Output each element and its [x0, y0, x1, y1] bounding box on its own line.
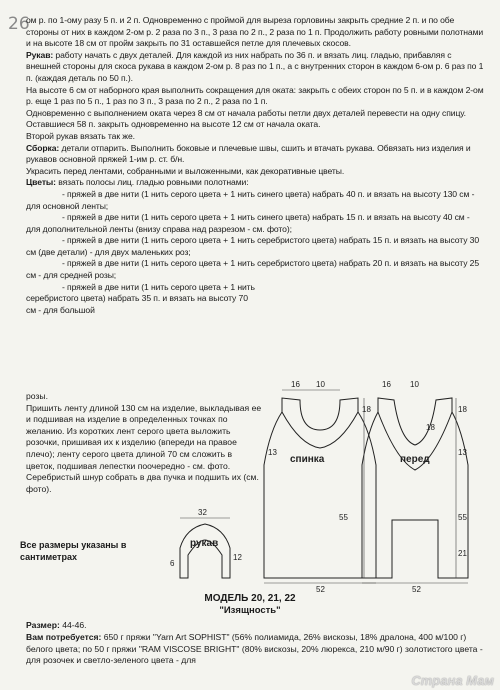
dim-back-neck: 10 — [316, 380, 325, 389]
dim-back-bottom: 52 — [316, 585, 325, 594]
paragraph-text: - пряжей в две нити (1 нить серого цвета + 1 нить синего цвета) набрать 40 п. и вязать на высоту 130 см - для основной ленты; — [26, 188, 475, 211]
dim-front-bottom: 52 — [412, 585, 421, 594]
paragraph-text: Одновременно с выполнением оката через 8 см от начала работы петли двух деталей перевести на одну спицу. Оставшиеся 58 п. закрыть одновременно на высоте 12 см от начала оката. — [26, 107, 466, 130]
size-line — [26, 620, 486, 632]
back-label: спинка — [290, 454, 325, 465]
size-value: 44-46. — [59, 620, 87, 630]
dim-front-side: 55 — [458, 513, 467, 522]
paragraph-text: Украсить перед лентами, собранными и выложенными, как декоративные цветы. — [26, 165, 345, 176]
dim-back-shoulder: 16 — [291, 380, 300, 389]
dim-front-side-top: 13 — [458, 448, 467, 457]
paragraph-text: ом р. по 1-ому разу 5 п. и 2 п. Одновременно с проймой для выреза горловины закрыть средние 2 п. и по обе стороны от них в каждом 2-ом р. 2 раза по 3 п., 3 раза по 2 п., 2 раза по 1 п. Продолжить работу ровными полотнами и на высоте 18 см от пройм закрыть по 31 оставшейся петле для плечевых скосов. — [26, 15, 484, 49]
dim-back-side: 55 — [339, 513, 348, 522]
dimensions-note: Все размеры указаны в сантиметрах — [20, 540, 127, 562]
paragraph-text: детали отпарить. Выполнить боковые и плечевые швы, сшить и втачать рукава. Обвязать низ изделия и рукавов основной пряжей 1-им р. ст. б/н. — [26, 142, 471, 165]
dim-back-side-top: 13 — [268, 448, 277, 457]
sleeve-piece — [180, 524, 230, 578]
model-title: МОДЕЛЬ 20, 21, 22 — [204, 593, 296, 604]
paragraph-text: - пряжей в две нити (1 нить серого цвета + 1 нить серебристого цвета) набрать 35 п. и вязать на высоту 70 см - для большой — [26, 281, 255, 315]
dim-sleeve-height: 6 — [170, 559, 175, 568]
size-label: Размер: — [26, 620, 60, 630]
front-label: перед — [400, 454, 430, 465]
dim-front-neck: 10 — [410, 380, 419, 389]
paragraph-text: работу начать с двух деталей. Для каждой из них набрать по 36 п. и вязать лиц. гладью, прибавляя с внешней стороны для скоса рукава в каждом 2-ом р. 8 раз по 1 п., а с внутренних сторон в каждом 6-ом р. 6 раз по 1 п. (каждая деталь по 50 п.). — [26, 49, 484, 83]
paragraph-text: Второй рукав вязать так же. — [26, 130, 135, 141]
paragraph-text: - пряжей в две нити (1 нить серого цвета + 1 нить серебристого цвета) набрать 20 п. и вязать на высоту 25 см - для средней розы; — [26, 258, 480, 281]
back-piece — [264, 398, 376, 578]
need-line — [26, 632, 486, 667]
model-name: "Изящность" — [219, 605, 281, 616]
dimension-lines — [180, 390, 468, 583]
dim-front-shoulder: 16 — [382, 380, 391, 389]
dim-front-slit: 21 — [458, 549, 467, 558]
sleeve-label: рукав — [190, 538, 219, 549]
paragraph-heading: Цветы: — [26, 177, 56, 188]
materials-text — [26, 620, 486, 667]
dim-back-armhole: 18 — [362, 405, 371, 414]
paragraph-text: вязать полосы лиц. гладью ровными полотнами: — [55, 177, 249, 188]
need-text: 650 г пряжи "Yarn Art SOPHIST" (56% полиамида, 26% вискозы, 18% дралона, 400 м/100 г) белого цвета; по 50 г пряжи "RAM VISCOSE BRIGHT" (80% вискозы, 20% люрекса, 210 м/90 г) золотистого цвета - для розочек и светло-зеленого цвета - для — [26, 631, 483, 666]
paragraph: Пришить ленту длиной 130 см на изделие, выкладывая ее и подшивая на изделие в определенных точках по желанию. Из коротких лент серого цвета выложить розочки, пришивая их к изделию (впереди на правое плечо); ленту серого цвета длиной 70 см сложить в цветок, подшивая лепестки поочередно - см. фото. — [26, 402, 262, 471]
dim-sleeve-top: 32 — [198, 508, 207, 517]
watermark: Страна Мам — [411, 673, 494, 688]
paragraph-text: На высоте 6 см от наборного края выполнить сокращения для оката: закрыть с обеих сторон по 5 п. и в каждом 2-ом р. еще 1 раз по 5 п., 1 раз по 3 п., 3 раза по 2 п., 2 раза по 1 п. — [26, 84, 484, 107]
dim-front-armhole: 18 — [458, 405, 467, 414]
page-number: 26 — [8, 14, 30, 34]
paragraph: розы. — [26, 391, 48, 401]
dim-front-v: 18 — [426, 423, 435, 432]
need-label: Вам потребуется: — [26, 631, 102, 642]
paragraph-text: - пряжей в две нити (1 нить серого цвета + 1 нить синего цвета) набрать 15 п. и вязать на высоту 40 см - для дополнительной ленты (внизу справа над разрезом - см. фото); — [26, 212, 470, 234]
paragraph: Серебристый шнур собрать в два пучка и подшить их (см. фото). — [26, 472, 259, 494]
paragraph-heading: Сборка: — [26, 142, 60, 153]
dim-sleeve-cap: 12 — [233, 553, 242, 562]
paragraph-text: - пряжей в две нити (1 нить серого цвета + 1 нить серебристого цвета) набрать 15 п. и вязать на высоту 30 см (две детали) - для двух маленьких роз; — [26, 235, 480, 257]
front-piece — [362, 398, 468, 578]
paragraph-heading: Рукав: — [26, 49, 54, 60]
